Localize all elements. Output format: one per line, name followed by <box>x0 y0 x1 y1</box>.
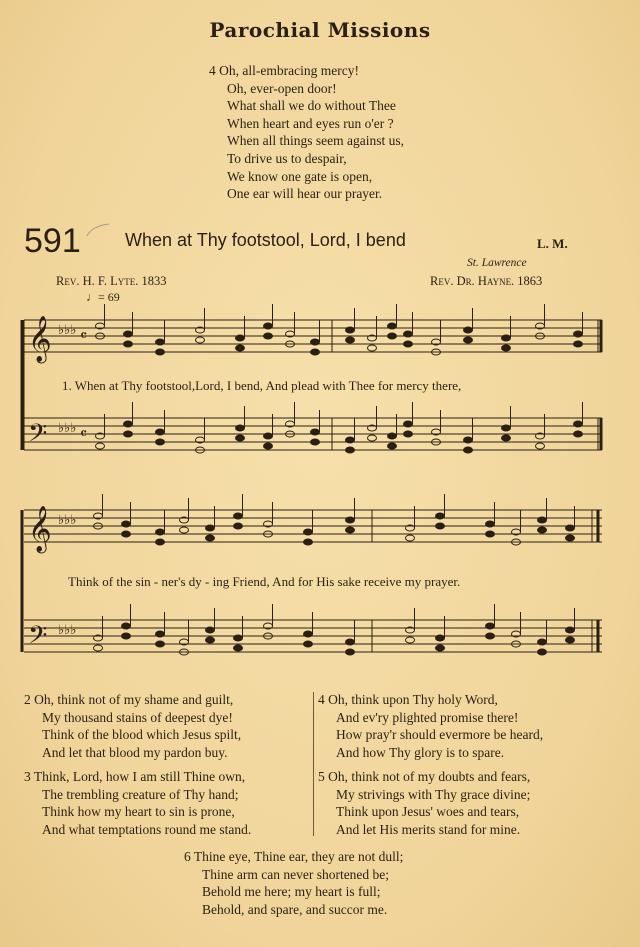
note-head <box>206 525 215 531</box>
note-head <box>234 635 243 641</box>
note-head <box>94 645 103 651</box>
note-head <box>574 421 583 427</box>
note-head <box>236 345 245 351</box>
verse-line: 4 Oh, think upon Thy holy Word, <box>318 692 498 707</box>
verse-2 <box>24 691 241 761</box>
note-head <box>156 339 165 345</box>
note-head <box>464 337 473 343</box>
note-head <box>436 645 445 651</box>
verse-line: Behold, and spare, and succor me. <box>202 901 388 917</box>
note-head <box>124 431 133 437</box>
bass-clef-icon: 𝄢 <box>28 621 48 656</box>
note-head <box>538 639 547 645</box>
note-head <box>436 523 445 529</box>
note-head <box>406 637 415 643</box>
verse-3 <box>24 768 251 838</box>
note-head <box>346 639 355 645</box>
verse-6 <box>184 848 403 918</box>
note-head <box>206 627 215 633</box>
note-head <box>346 649 355 655</box>
note-head <box>502 425 511 431</box>
note-head <box>264 443 273 449</box>
page-header: Parochial Missions <box>209 18 431 42</box>
note-head <box>156 641 165 647</box>
note-head <box>566 535 575 541</box>
note-head <box>156 429 165 435</box>
verse-line: And what temptations round me stand. <box>42 821 252 837</box>
note-head <box>368 345 377 351</box>
note-head <box>566 525 575 531</box>
verse-line: 5 Oh, think not of my doubts and fears, <box>318 769 531 784</box>
note-head <box>538 517 547 523</box>
verse-line: One ear will hear our prayer. <box>227 186 383 202</box>
note-head <box>436 635 445 641</box>
note-head <box>368 435 377 441</box>
note-head <box>464 327 473 333</box>
note-head <box>502 345 511 351</box>
note-head <box>346 527 355 533</box>
lyric-line-1: 1. When at Thy footstool,Lord, I bend, And plead with Thee for mercy there, <box>62 378 462 393</box>
note-head <box>234 523 243 529</box>
note-head <box>304 631 313 637</box>
verse-line: And ev'ry plighted promise there! <box>336 709 519 725</box>
verse-line: Think of the blood which Jesus spilt, <box>42 727 242 743</box>
column-divider <box>313 692 314 836</box>
verse-line: Think how my heart to sin is prone, <box>42 804 235 820</box>
author-credit: Rev. H. F. Lyte. 1833 <box>56 274 167 288</box>
verse-line: Oh, ever-open door! <box>227 80 337 96</box>
note-head <box>388 323 397 329</box>
note-head <box>404 421 413 427</box>
verse-line: And how Thy glory is to spare. <box>336 744 505 760</box>
note-head <box>536 443 545 449</box>
note-head <box>264 323 273 329</box>
note-head <box>404 331 413 337</box>
time-signature: 𝄴 <box>80 328 88 345</box>
note-head <box>156 539 165 545</box>
note-head <box>538 649 547 655</box>
note-head <box>122 531 131 537</box>
note-head <box>566 637 575 643</box>
note-head <box>234 513 243 519</box>
note-head <box>124 341 133 347</box>
verse-line: To drive us to despair, <box>227 150 347 166</box>
note-head <box>124 421 133 427</box>
note-head <box>388 433 397 439</box>
lyric-line-2: Think of the sin - ner's dy - ing Friend, And for His sake receive my prayer. <box>68 574 461 589</box>
verse-line: Behold me here; my heart is full; <box>202 884 381 900</box>
verse-5 <box>318 768 530 838</box>
note-head <box>486 521 495 527</box>
note-head <box>464 447 473 453</box>
note-head <box>574 331 583 337</box>
bass-clef-icon: 𝄢 <box>28 419 48 454</box>
note-head <box>96 443 105 449</box>
verse-line: And let that blood my pardon buy. <box>42 744 228 760</box>
note-head <box>486 633 495 639</box>
note-head <box>502 335 511 341</box>
note-head <box>236 425 245 431</box>
verse-line: The trembling creature of Thy hand; <box>42 786 239 802</box>
note-head <box>346 437 355 443</box>
note-head <box>404 341 413 347</box>
pencil-mark <box>84 222 112 240</box>
verse-line: 2 Oh, think not of my shame and guilt, <box>24 692 234 707</box>
note-head <box>574 341 583 347</box>
note-head <box>311 429 320 435</box>
note-head <box>124 331 133 337</box>
note-head <box>236 335 245 341</box>
verse-line: When all things seem against us, <box>227 133 404 149</box>
note-head <box>206 535 215 541</box>
tune-name: St. Lawrence <box>467 257 527 269</box>
hymn-meter: L. M. <box>537 236 568 251</box>
verse-4 <box>318 691 543 761</box>
verse-line: Thine arm can never shortened be; <box>202 866 390 882</box>
note-head <box>196 337 205 343</box>
verse-line: What shall we do without Thee <box>227 98 396 114</box>
note-head <box>304 539 313 545</box>
note-head <box>346 517 355 523</box>
note-head <box>388 443 397 449</box>
note-head <box>156 349 165 355</box>
verse-line: 4 Oh, all-embracing mercy! <box>209 63 359 78</box>
hymn-number: 591 <box>24 222 81 260</box>
note-head <box>180 527 189 533</box>
verse-line: My thousand stains of deepest dye! <box>42 709 233 725</box>
note-head <box>122 633 131 639</box>
key-signature: ♭♭♭ <box>58 322 77 337</box>
verse-line: My strivings with Thy grace divine; <box>336 786 531 802</box>
note-head <box>206 637 215 643</box>
verse-line: And let His merits stand for mine. <box>336 821 521 837</box>
verse-line: Think upon Jesus' woes and tears, <box>336 804 520 820</box>
note-head <box>404 431 413 437</box>
note-head <box>311 339 320 345</box>
key-signature: ♭♭♭ <box>58 512 77 527</box>
note-head <box>464 437 473 443</box>
previous-hymn-verse <box>209 62 404 203</box>
note-head <box>486 531 495 537</box>
note-head <box>574 431 583 437</box>
tempo-marking: ♩= 69 <box>86 290 120 304</box>
note-head <box>311 439 320 445</box>
treble-clef-icon: 𝄞 <box>28 506 52 552</box>
note-head <box>566 627 575 633</box>
treble-clef-icon: 𝄞 <box>28 316 52 362</box>
verse-line: When heart and eyes run o'er ? <box>227 115 394 131</box>
note-head <box>388 333 397 339</box>
note-head <box>122 521 131 527</box>
note-head <box>156 439 165 445</box>
note-head <box>311 349 320 355</box>
note-head <box>486 623 495 629</box>
note-head <box>304 641 313 647</box>
note-head <box>346 337 355 343</box>
verse-line: We know one gate is open, <box>227 168 373 184</box>
note-head <box>346 327 355 333</box>
key-signature: ♭♭♭ <box>58 420 77 435</box>
note-head <box>234 645 243 651</box>
time-signature: 𝄴 <box>80 426 88 443</box>
note-head <box>304 529 313 535</box>
note-head <box>502 435 511 441</box>
composer-credit: Rev. Dr. Hayne. 1863 <box>430 274 543 288</box>
hymn-title: When at Thy footstool, Lord, I bend <box>125 230 406 250</box>
quarter-note-icon: ♩ <box>86 290 98 304</box>
note-head <box>156 631 165 637</box>
note-head <box>264 433 273 439</box>
key-signature: ♭♭♭ <box>58 622 77 637</box>
note-head <box>406 535 415 541</box>
note-head <box>122 623 131 629</box>
note-head <box>538 527 547 533</box>
note-head <box>264 333 273 339</box>
note-head <box>236 435 245 441</box>
note-head <box>346 447 355 453</box>
verse-line: 6 Thine eye, Thine ear, they are not dull; <box>184 849 404 864</box>
verse-line: How pray'r should evermore be heard, <box>336 727 544 743</box>
note-head <box>156 529 165 535</box>
note-head <box>436 513 445 519</box>
verse-line: 3 Think, Lord, how I am still Thine own, <box>24 769 246 784</box>
